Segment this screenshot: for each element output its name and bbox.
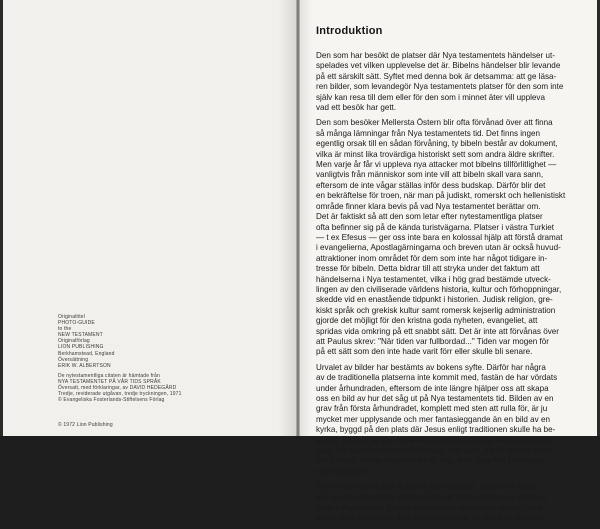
body-text xyxy=(316,51,588,529)
text-line: Urvalet av bilder har bestämts av bokens syfte. Därför har några xyxy=(316,362,546,372)
text-line: grav från första århundradet, komplett med sten att rulla för, är ju xyxy=(316,404,548,414)
text-line: gravts. Ett foto av den romerska stenläggning där Jesus verkligen xyxy=(316,435,551,445)
text-line: Syftet med denna bok är enkelt och praktiskt. Boken vill hjälpa xyxy=(316,482,539,492)
text-line: oss vanliga människor att förstå bibeln bättre genom att visa oss xyxy=(316,492,547,502)
text-line: tresse för bibeln. Detta bidrar till att stryka under det faktum att xyxy=(316,264,540,274)
text-line: i evangelierna, Apostlagärningarna och breven utan är också huvud- xyxy=(316,243,561,253)
text-line: så många lämningar från Nya testamentets tid. Det finns ingen xyxy=(316,128,541,138)
spine-shadow-right xyxy=(300,0,312,436)
text-line: eftersom de inte vågar ställas inför dess budskap. Därför blir det xyxy=(316,180,546,190)
text-line: en bekräftelse för troen, när man på judiskt, romerskt och hellenistiskt xyxy=(316,191,566,201)
paragraph xyxy=(316,51,588,113)
colophon-line: LION PUBLISHING xyxy=(58,344,104,351)
colophon-line: Berkhamstead, England xyxy=(58,350,115,357)
colophon-line: NYA TESTAMENTET PÅ VÅR TIDS SPRÅK xyxy=(58,378,161,385)
text-line: kiskt språk och grekisk kultur samt romersk kejserlig administration xyxy=(316,305,556,315)
text-line: — t ex Efesus — ger oss inte bara en kolossal hjälp att förstå dramat xyxy=(316,232,563,242)
text-line: kyrka, byggd på den plats där Jesus enligt traditionen skulle ha be- xyxy=(316,425,556,435)
text-line: dess bakgrund och genom att påminna oss om att bibeln inte är xyxy=(316,503,545,513)
text-line: att Paulus skrev: "När tiden var fullbordad..." Tiden var mogen för xyxy=(316,336,549,346)
text-line: åskådliggör denna situation än ett foto, som visar Via Dolorosas xyxy=(316,456,545,466)
text-line: spelades vet vilken upplevelse det är. Bibelns händelser blir levande xyxy=(316,61,561,71)
text-line: olika stationer. xyxy=(316,466,368,476)
text-line: gjorde det möjligt för den kristna goda nyheten, evangeliet, att xyxy=(316,316,538,326)
text-line: oss en bild av hur det såg ut på Nya testamentets tid. Bilden av en xyxy=(316,394,554,403)
colophon-line: NEW TESTAMENT xyxy=(58,332,103,339)
text-line: ofta befinner sig på de kända turistvägarna. Platser i västra Turkiet xyxy=(316,222,554,232)
text-line: Den som besöker Mellersta Östern blir ofta förvånad över att finna xyxy=(316,118,553,128)
right-page xyxy=(300,0,600,523)
text-line: område finner klara bevis på vad Nya testamentet berättar om. xyxy=(316,201,541,211)
text-line: själv kan resa till dem eller för den som i minnet äter vill uppleva xyxy=(316,92,545,102)
text-line: händelserna i Nya testamentet, vilka i hög grad bestämde utveck- xyxy=(316,274,551,284)
text-line: Men varje år får vi uppleva nya attacker mot bibelns tillförlitlighet — xyxy=(316,160,557,170)
text-line: av de traditionella platserna inte kommit med, fastän de har vördats xyxy=(316,373,558,383)
colophon-line: © Evangeliska Fosterlands-Stiftelsens Förlag xyxy=(58,397,165,404)
colophon-line: Översatt, med förklaringar, av DAVID HEDEGÅRD xyxy=(58,385,177,392)
colophon xyxy=(58,314,288,428)
copyright-line: © 1972 Lion Publishing xyxy=(58,422,113,428)
colophon-line: ERIK W. ALBERTSON xyxy=(58,362,111,369)
text-line: under århundraden, eftersom de inte längre hjälper oss att skapa xyxy=(316,383,549,393)
text-line: på ett särskilt sätt. Syftet med denna bok är detsamma: att ge läsa- xyxy=(316,71,557,81)
colophon-line: Originalförlag xyxy=(58,338,90,345)
page-edge-left xyxy=(0,0,3,436)
text-line: attraktioner inom området för dem som inte har något tidigare in- xyxy=(316,253,548,263)
text-line: Den som har besökt de platser där Nya testamentets händelser ut- xyxy=(316,51,555,60)
page-title: Introduktion xyxy=(316,25,383,37)
colophon-line: De nytestamentliga citaten är hämtade från xyxy=(58,372,160,379)
text-line: sagor som man växer ifrån utan skildringar av vad som verkligen xyxy=(316,513,548,523)
text-line: stod, när han förhördes inför Pilatus, har valts, därför att det bättre xyxy=(316,446,553,456)
paragraph xyxy=(316,363,588,477)
text-line: mycket mer upplysande och mer fantasieggande än en bild av en xyxy=(316,414,550,424)
text-line: lingen av den civiliserade världens historia, kultur och förhoppningar, xyxy=(316,284,562,294)
colophon-line: Originaltitel xyxy=(58,314,85,320)
text-line: ren bilder, som levandegör Nya testamentets platser för den som inte xyxy=(316,82,564,92)
colophon-line: PHOTO-GUIDE xyxy=(58,320,95,327)
paragraph xyxy=(316,118,588,357)
text-line: Det är faktiskt så att den som letar efter nytestamentliga platser xyxy=(316,212,543,222)
text-line: vilka är minst lika trovärdiga historiskt sett som andra äldre skrifter. xyxy=(316,149,555,159)
colophon-line: Tredje, reviderade utgåvan, tredje tryckningen, 1971 xyxy=(58,391,182,398)
text-line: vad ett besök har gett. xyxy=(316,103,397,113)
left-page xyxy=(0,0,296,436)
colophon-line: to the xyxy=(58,326,72,333)
text-line: vanligtvis från människor som inte vill att bibeln skall vara sann, xyxy=(316,170,544,180)
paragraph xyxy=(316,482,588,524)
text-line: skedde vid en enastående tidpunkt i historien. Judisk religion, gre- xyxy=(316,295,553,305)
text-line: på ett sätt som den inte hade varit förr eller skulle bli senare. xyxy=(316,347,533,357)
text-line: egentlig orsak till en sådan förvåning, ty bibeln består av dokument, xyxy=(316,139,558,149)
text-line: spridas vida omkring på ett snabbt sätt. Det är inte att förvånas över xyxy=(316,326,559,336)
colophon-line: Översättning xyxy=(58,356,89,363)
